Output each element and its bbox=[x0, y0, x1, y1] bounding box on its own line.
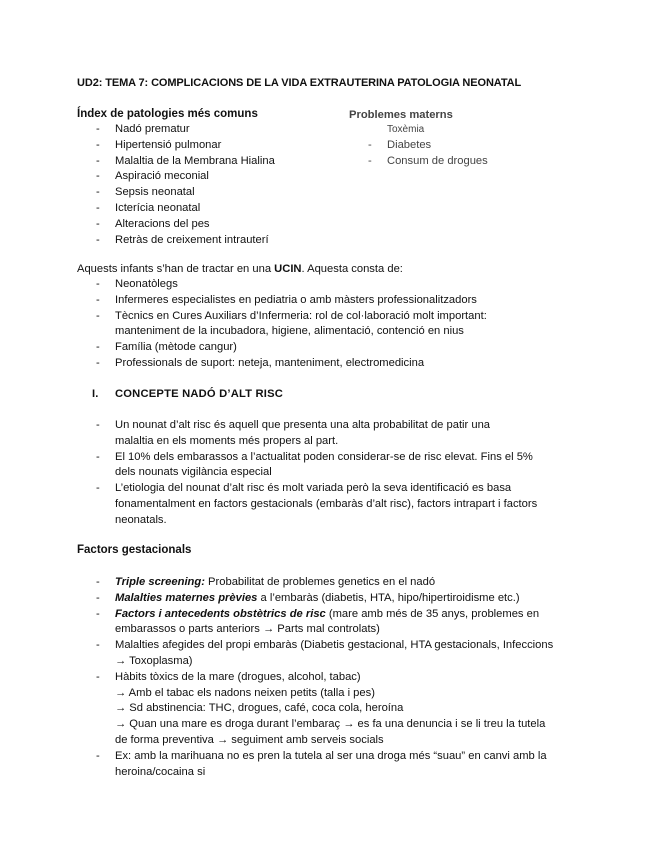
item-line: → Toxoplasma) bbox=[115, 654, 193, 667]
factor-item bbox=[77, 607, 553, 639]
item-line: manteniment de la incubadora, higiene, alimentació, contenció en nius bbox=[115, 325, 464, 338]
item-line: - Triple screening: Probabilitat de problemes genetics en el nadó bbox=[115, 576, 436, 588]
bold-term: Factors i antecedents obstètrics de risc bbox=[115, 607, 326, 620]
item-line: - Neonatòlegs bbox=[115, 278, 178, 290]
factor-item bbox=[77, 591, 553, 607]
risk-item bbox=[77, 450, 537, 482]
item-line: - Ex: amb la marihuana no es pren la tutela al ser una droga més “suau” en canvi amb la bbox=[115, 749, 547, 762]
maternal-item: - Diabetes bbox=[349, 138, 488, 154]
ucin-item bbox=[77, 356, 487, 372]
item-line: neonatals. bbox=[115, 513, 167, 526]
index-heading: Índex de patologies més comuns bbox=[77, 108, 258, 120]
item-line: fonamentalment en factors gestacionals (embaràs d’alt risc), factors intrapart i factors bbox=[115, 497, 538, 510]
item-line: - El 10% dels embarassos a l’actualitat poden considerar-se de risc elevat. Fins el 5% bbox=[115, 450, 533, 463]
index-item: - Sepsis neonatal bbox=[77, 185, 275, 201]
item-line: - Factors i antecedents obstètrics de risc (mare amb més de 35 anys, problemes en bbox=[115, 607, 540, 620]
item-line: - Professionals de suport: neteja, manteniment, electromedicina bbox=[115, 356, 425, 369]
section-number: I. bbox=[92, 388, 99, 400]
bold-term: Triple screening: bbox=[115, 576, 205, 588]
item-line: → Quan una mare es droga durant l’embaraç → es fa una denuncia i se li treu la tutela bbox=[115, 718, 546, 731]
item-line: - Un nounat d’alt risc és aquell que presenta una alta probabilitat de patir una bbox=[115, 419, 491, 431]
factor-item bbox=[77, 575, 553, 591]
index-list bbox=[77, 122, 275, 248]
item-line: - Família (mètode cangur) bbox=[115, 341, 237, 354]
index-item: - Retràs de creixement intrauterí bbox=[77, 233, 275, 249]
item-line: → Amb el tabac els nadons neixen petits (talla i pes) bbox=[115, 686, 375, 699]
ucin-item bbox=[77, 293, 487, 309]
risk-item bbox=[77, 481, 537, 528]
item-line: - Infermeres especialistes en pediatria o amb màsters professionalitzadors bbox=[115, 293, 477, 306]
item-line: - Malalties maternes prèvies a l’embaràs (diabetis, HTA, hipo/hipertiroidisme etc.) bbox=[115, 591, 520, 604]
section-title: CONCEPTE NADÓ D’ALT RISC bbox=[115, 388, 284, 400]
maternal-heading: Problemes materns bbox=[349, 109, 453, 121]
ucin-item bbox=[77, 277, 487, 293]
item-line: - Malalties afegides del propi embaràs (Diabetis gestacional, HTA gestacionals, Infeccions bbox=[115, 639, 554, 652]
item-line: de forma preventiva → seguiment amb serveis socials bbox=[115, 733, 384, 746]
ucin-item bbox=[77, 309, 487, 341]
item-line: dels nounats vigilància especial bbox=[115, 466, 272, 479]
factors-heading: Factors gestacionals bbox=[77, 544, 192, 556]
index-item: - Icterícia neonatal bbox=[77, 201, 275, 217]
ucin-item bbox=[77, 340, 487, 356]
item-line: - L’etiologia del nounat d’alt risc és molt variada però la seva identificació es basa bbox=[115, 482, 512, 495]
item-line: - Tècnics en Cures Auxiliars d’Infermeria: rol de col·laboració molt important: bbox=[115, 309, 487, 322]
ucin-list bbox=[77, 277, 487, 372]
item-line: → Sd abstinencia: THC, drogues, café, coca cola, heroína bbox=[115, 702, 404, 715]
document-title: UD2: TEMA 7: COMPLICACIONS DE LA VIDA EXTRAUTERINA PATOLOGIA NEONATAL bbox=[77, 77, 522, 89]
risk-list bbox=[77, 418, 537, 529]
index-item: - Nadó prematur bbox=[77, 122, 275, 138]
maternal-item: - Consum de drogues bbox=[349, 154, 488, 170]
factor-item bbox=[77, 749, 553, 781]
factor-item bbox=[77, 670, 553, 749]
bold-term: Malalties maternes prèvies bbox=[115, 591, 258, 604]
ucin-intro: Aquests infants s’han de tractar en una UCIN. Aquesta consta de: bbox=[77, 263, 403, 275]
section-heading bbox=[92, 388, 283, 400]
factor-item bbox=[77, 638, 553, 670]
ucin-term: UCIN bbox=[274, 263, 302, 275]
item-line: malaltia en els moments més propers al part. bbox=[115, 434, 339, 447]
index-item: - Alteracions del pes bbox=[77, 217, 275, 233]
item-line: - Hàbits tòxics de la mare (drogues, alcohol, tabac) bbox=[115, 670, 361, 683]
maternal-first-item: Toxèmia bbox=[387, 124, 425, 135]
item-line: heroina/cocaina si bbox=[115, 765, 206, 778]
item-line: embarassos o parts anteriors → Parts mal controlats) bbox=[115, 623, 380, 636]
factors-list bbox=[77, 575, 553, 780]
maternal-list bbox=[349, 138, 488, 169]
index-item: - Aspiració meconial bbox=[77, 169, 275, 185]
index-item: - Malaltia de la Membrana Hialina bbox=[77, 154, 275, 170]
risk-item bbox=[77, 418, 537, 450]
index-item: - Hipertensió pulmonar bbox=[77, 138, 275, 154]
